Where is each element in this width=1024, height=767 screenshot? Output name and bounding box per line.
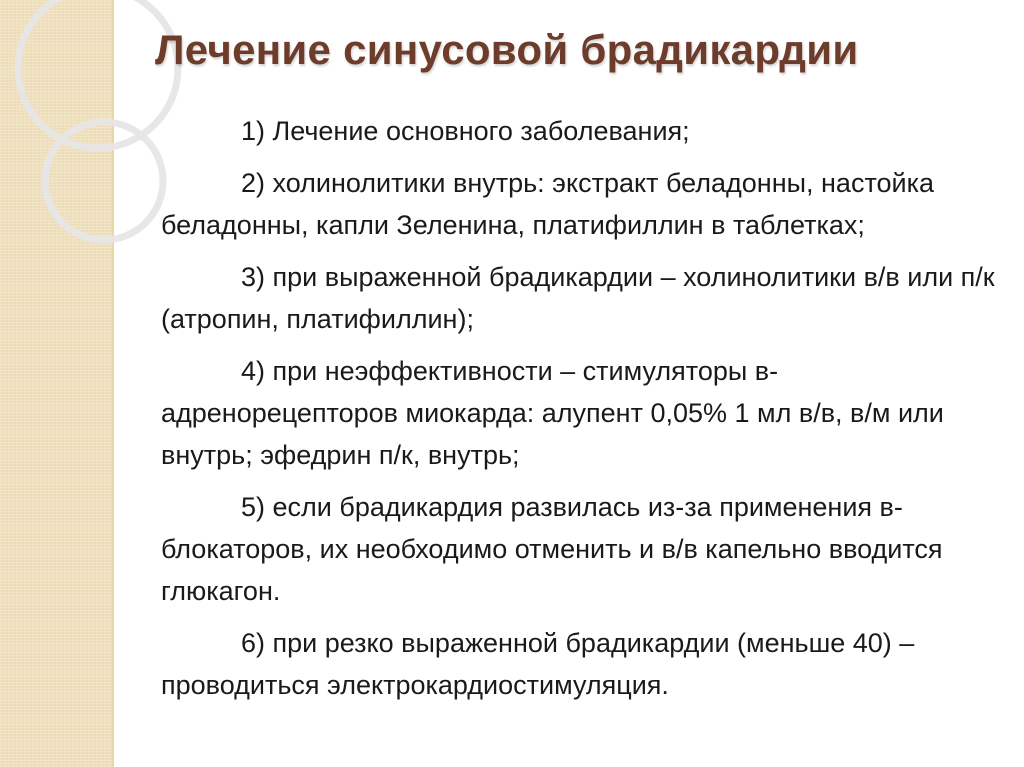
list-item: 5) если брадикардия развилась из-за применения в-блокаторов, их необходимо отменить и в/в капельно вводится глюкагон. (161, 492, 943, 606)
list-item: 1) Лечение основного заболевания; (241, 116, 690, 146)
treatment-list (161, 110, 1011, 716)
list-item: 6) при резко выраженной брадикардии (меньше 40) – проводиться электрокардиостимуляция. (161, 628, 915, 700)
list-item: 2) холинолитики внутрь: экстракт беладонны, настойка беладонны, капли Зеленина, платифиллин в таблетках; (161, 168, 935, 240)
slide-title: Лечение синусовой брадикардии (155, 26, 859, 73)
list-item: 3) при выраженной брадикардии – холинолитики в/в или п/к (атропин, платифиллин); (161, 262, 995, 334)
list-item: 4) при неэффективности – стимуляторы в-адренорецепторов миокарда: алупент 0,05% 1 мл в/в, в/м или внутрь; эфедрин п/к, внутрь; (161, 356, 944, 470)
